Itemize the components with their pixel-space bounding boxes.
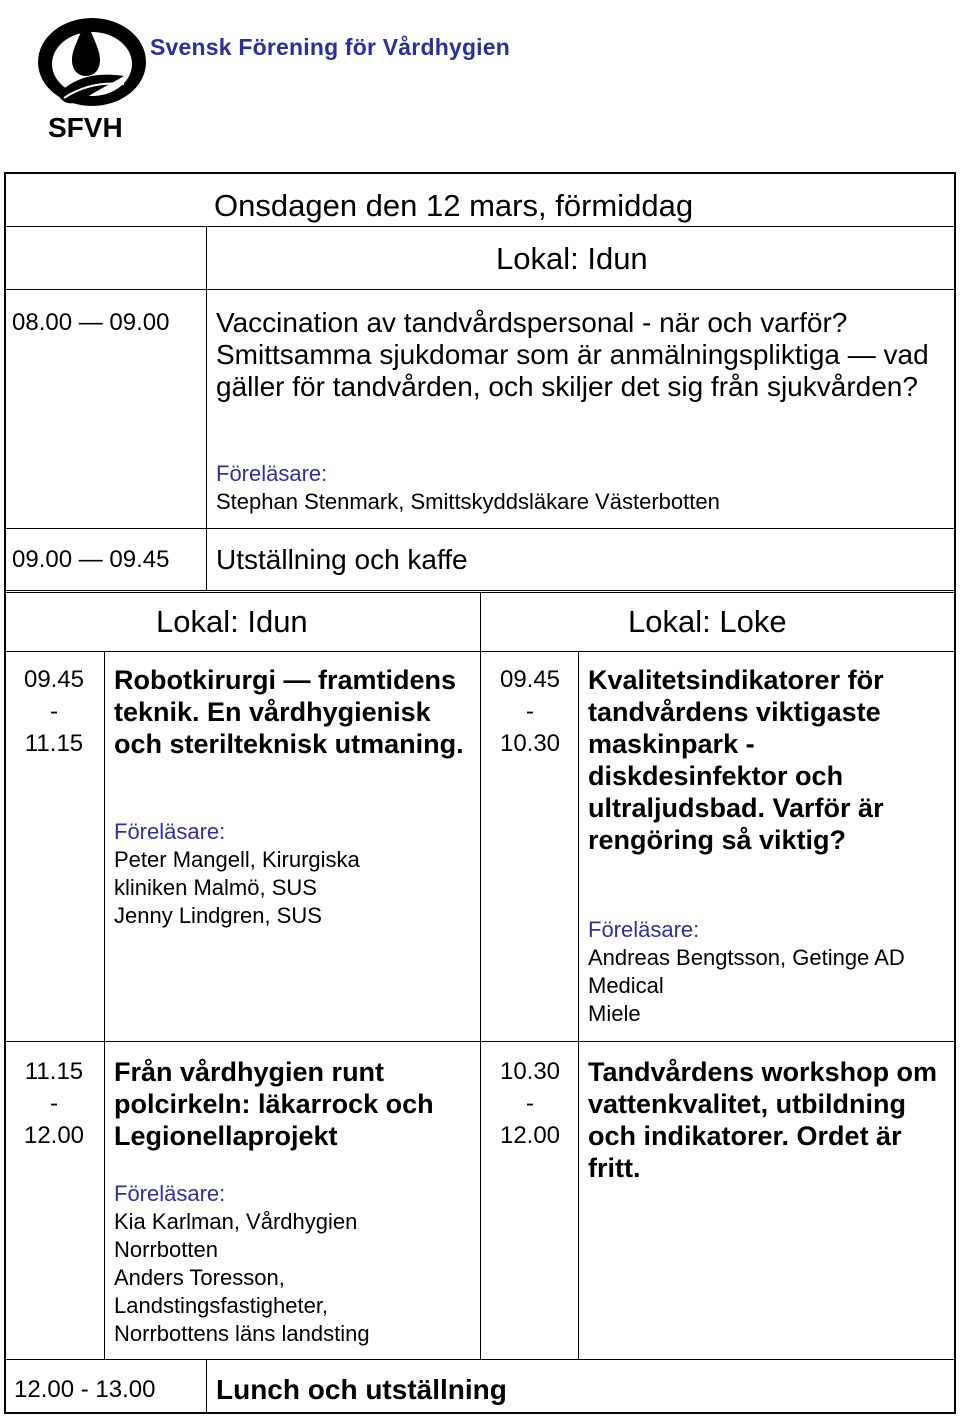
session-title: Kvalitetsindikatorer för tandvårdens viktigaste maskinpark - diskdesinfektor och ultraljudsbad. Varför är rengöring så viktig? [588, 665, 884, 855]
room-left: Lokal: Idun [156, 604, 308, 639]
logo-abbr: SFVH [48, 112, 123, 143]
org-name: Svensk Förening för Vårdhygien [150, 34, 511, 60]
session-title: Tandvårdens workshop om vattenkvalitet, utbildning och indikatorer. Ordet är fritt. [588, 1057, 938, 1183]
lunch-time: 12.00 - 13.00 [14, 1376, 156, 1403]
lecturer-label: Föreläsare: [588, 917, 700, 942]
page-title: Onsdagen den 12 mars, förmiddag [214, 188, 694, 223]
header-room: Lokal: Idun [496, 241, 648, 276]
session-title: Utställning och kaffe [216, 544, 468, 575]
lecturer-label: Föreläsare: [114, 819, 226, 844]
session-time: 10.30 - 12.00 [499, 1058, 561, 1149]
lecturer-label: Föreläsare: [216, 461, 328, 486]
lecturer-label: Föreläsare: [114, 1181, 226, 1206]
session-time: 09.45 - 10.30 [499, 666, 561, 757]
lecturers: Kia Karlman, Vårdhygien Norrbotten Anders Toresson, Landstingsfastigheter, Norrbottens läns landsting [114, 1209, 370, 1346]
lecturers: Peter Mangell, Kirurgiska kliniken Malmö, SUS Jenny Lindgren, SUS [114, 847, 360, 928]
lunch-title: Lunch och utställning [216, 1374, 507, 1405]
session-time: 09.45 - 11.15 [23, 666, 85, 757]
session-title: Vaccination av tandvårdspersonal - när och varför? Smittsamma sjukdomar som är anmälningspliktiga — vad gäller för tandvården, och skiljer det sig från sjukvården? [216, 307, 929, 402]
logo [28, 6, 160, 146]
session-time: 08.00 — 09.00 [12, 309, 170, 336]
room-right: Lokal: Loke [628, 604, 787, 639]
logo-emblem-icon [28, 6, 160, 118]
lecturers: Andreas Bengtsson, Getinge AD Medical Miele [588, 945, 905, 1026]
session-title: Robotkirurgi — framtidens teknik. En vårdhygienisk och sterilteknisk utmaning. [114, 665, 464, 759]
session-title: Från vårdhygien runt polcirkeln: läkarrock och Legionellaprojekt [114, 1057, 434, 1151]
session-time: 11.15 - 12.00 [23, 1058, 85, 1149]
session-time: 09.00 — 09.45 [12, 546, 170, 573]
lecturer: Stephan Stenmark, Smittskyddsläkare Västerbotten [216, 489, 720, 514]
